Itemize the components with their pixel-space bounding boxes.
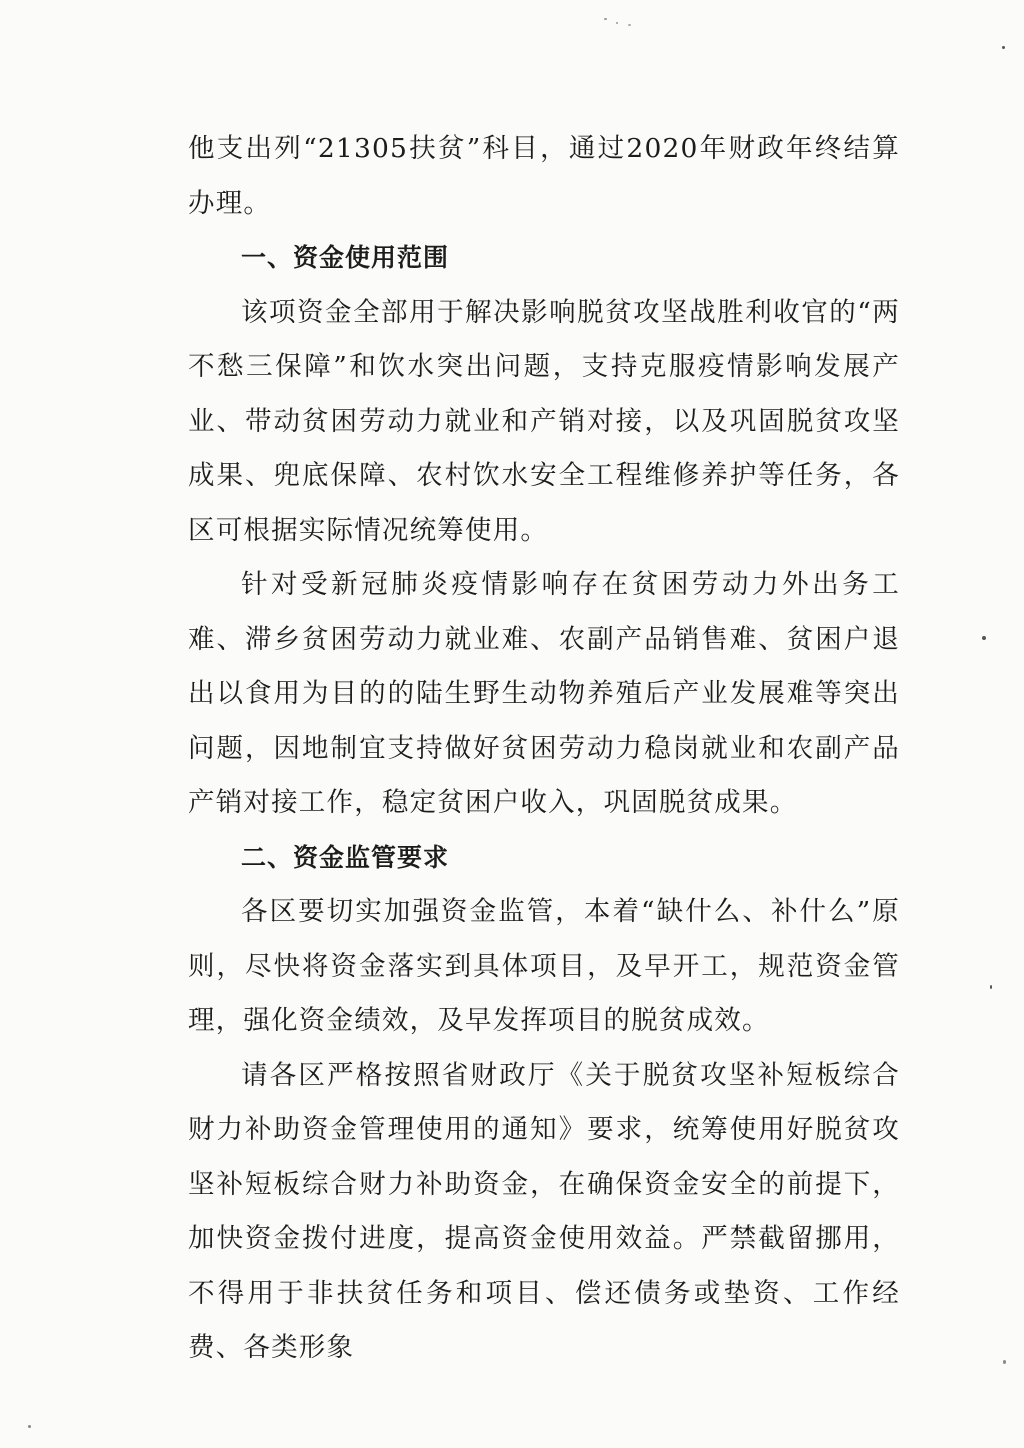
paragraph-2: 该项资金全部用于解决影响脱贫攻坚战胜利收官的“两不愁三保障”和饮水突出问题，支持克服疫情影响发展产业、带动贫困劳动力就业和产销对接，以及巩固脱贫攻坚成果、兜底保障、农村饮水安全工程维修养护等任务，各区可根据实际情况统筹使用。: [188, 296, 900, 546]
scan-speck: [628, 24, 631, 26]
scan-speck: [1003, 1360, 1006, 1364]
scan-speck: [604, 18, 607, 20]
scan-speck: [990, 985, 992, 989]
paragraph-1: 他支出列“21305扶贫”科目，通过2020年财政年终结算办理。: [188, 133, 900, 219]
scan-speck: [28, 1425, 31, 1428]
paragraph-5: 请各区严格按照省财政厅《关于脱贫攻坚补短板综合财力补助资金管理使用的通知》要求，统筹使用好脱贫攻坚补短板综合财力补助资金，在确保资金安全的前提下，加快资金拨付进度，提高资金使用效益。严禁截留挪用，不得用于非扶贫任务和项目、偿还债务或垫资、工作经费、各类形象: [188, 1059, 900, 1363]
section-heading-1: 一、资金使用范围: [241, 243, 450, 272]
scan-speck: [616, 22, 618, 24]
scan-speck: [982, 636, 986, 640]
section-heading-2: 二、资金监管要求: [241, 842, 450, 872]
paragraph-3: 针对受新冠肺炎疫情影响存在贫困劳动力外出务工难、滞乡贫困劳动力就业难、农副产品销售难、贫困户退出以食用为目的的陆生野生动物养殖后产业发展难等突出问题，因地制宜支持做好贫困劳动力稳岗就业和农副产品产销对接工作，稳定贫困户收入，巩固脱贫成果。: [188, 569, 900, 818]
scan-speck: [1002, 46, 1005, 49]
document-body: [188, 122, 900, 1376]
paragraph-4: 各区要切实加强资金监管，本着“缺什么、补什么”原则，尽快将资金落实到具体项目，及早开工，规范资金管理，强化资金绩效，及早发挥项目的脱贫成效。: [188, 896, 900, 1036]
